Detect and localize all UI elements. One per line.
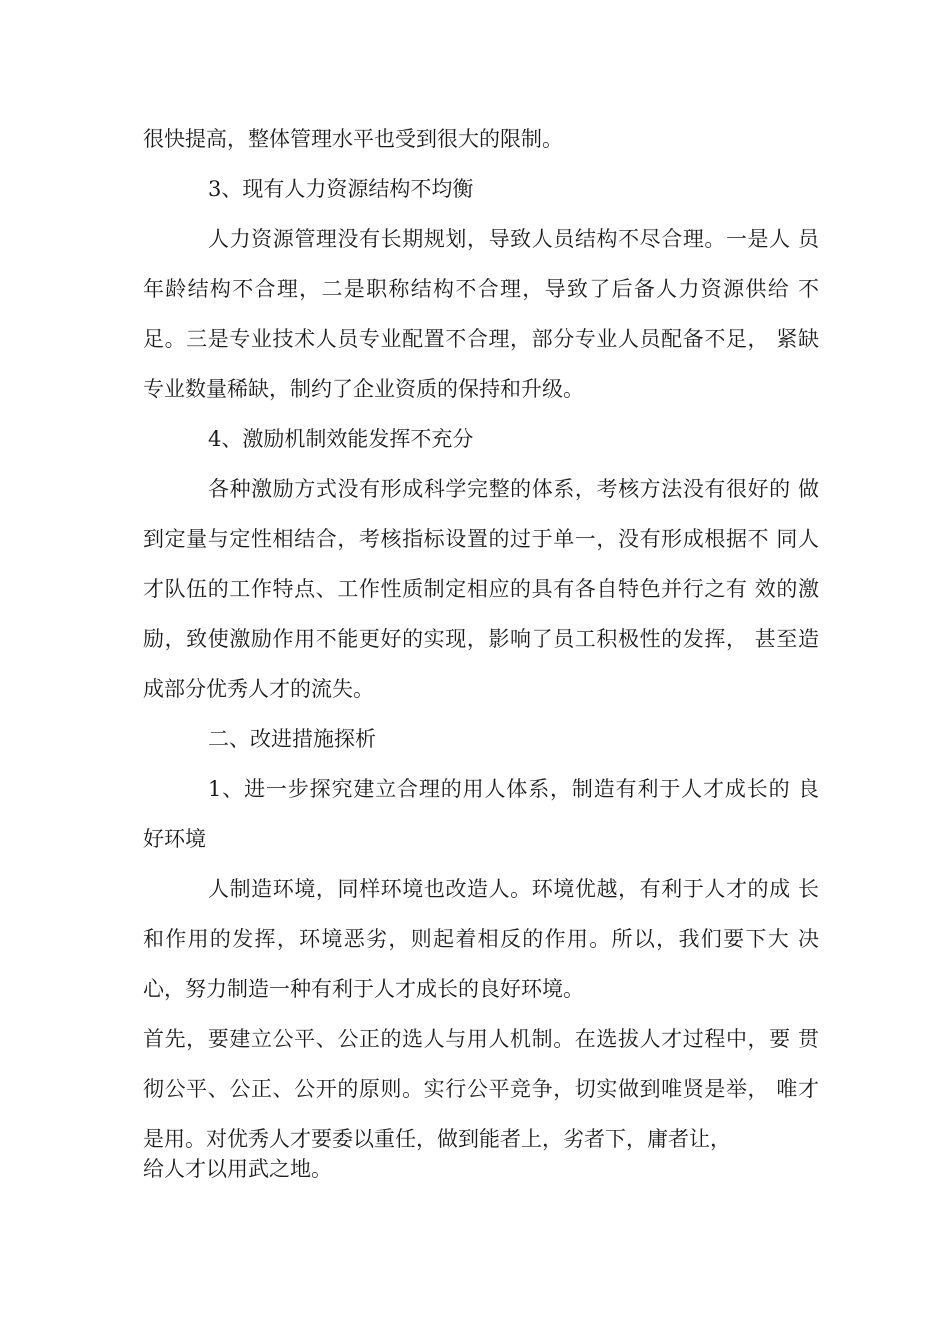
paragraph-line: 足。三是专业技术人员专业配置不合理，部分专业人员配备不足， 紧缺 <box>143 327 819 351</box>
paragraph-line: 很快提高，整体管理水平也受到很大的限制。 <box>143 127 563 151</box>
paragraph-line: 励，致使激励作用不能更好的实现，影响了员工积极性的发挥， 甚至造 <box>143 627 819 651</box>
paragraph-line: 人力资源管理没有长期规划，导致人员结构不尽合理。一是人 员 <box>208 227 819 251</box>
paragraph-line: 人制造环境，同样环境也改造人。环境优越，有利于人才的成 长 <box>208 877 819 901</box>
paragraph-line: 专业数量稀缺，制约了企业资质的保持和升级。 <box>143 377 584 401</box>
paragraph-line: 是用。对优秀人才要委以重任，做到能者上，劣者下，庸者让， <box>143 1127 731 1151</box>
section-heading: 3、现有人力资源结构不均衡 <box>208 177 474 201</box>
paragraph-line: 给人才以用武之地。 <box>143 1157 332 1181</box>
paragraph-line: 和作用的发挥，环境恶劣，则起着相反的作用。所以，我们要下大 决 <box>143 927 819 951</box>
paragraph-line: 彻公平、公正、公开的原则。实行公平竞争，切实做到唯贤是举， 唯才 <box>143 1077 819 1101</box>
paragraph-line: 才队伍的工作特点、工作性质制定相应的具有各自特色并行之有 效的激 <box>143 577 819 601</box>
paragraph-line: 年龄结构不合理，二是职称结构不合理，导致了后备人力资源供给 不 <box>143 277 819 301</box>
paragraph-line: 心，努力制造一种有利于人才成长的良好环境。 <box>143 977 584 1001</box>
paragraph-line: 成部分优秀人才的流失。 <box>143 677 374 701</box>
paragraph-line: 各种激励方式没有形成科学完整的体系，考核方法没有很好的 做 <box>208 477 819 501</box>
paragraph-line: 到定量与定性相结合，考核指标设置的过于单一，没有形成根据不 同人 <box>143 527 819 551</box>
section-heading: 1、进一步探究建立合理的用人体系，制造有利于人才成长的 良 <box>208 777 819 801</box>
section-heading: 4、激励机制效能发挥不充分 <box>208 427 474 451</box>
chapter-heading: 二、改进措施探析 <box>208 727 376 751</box>
section-heading: 好环境 <box>143 827 206 851</box>
paragraph-line: 首先，要建立公平、公正的选人与用人机制。在选拔人才过程中，要 贯 <box>143 1027 819 1051</box>
